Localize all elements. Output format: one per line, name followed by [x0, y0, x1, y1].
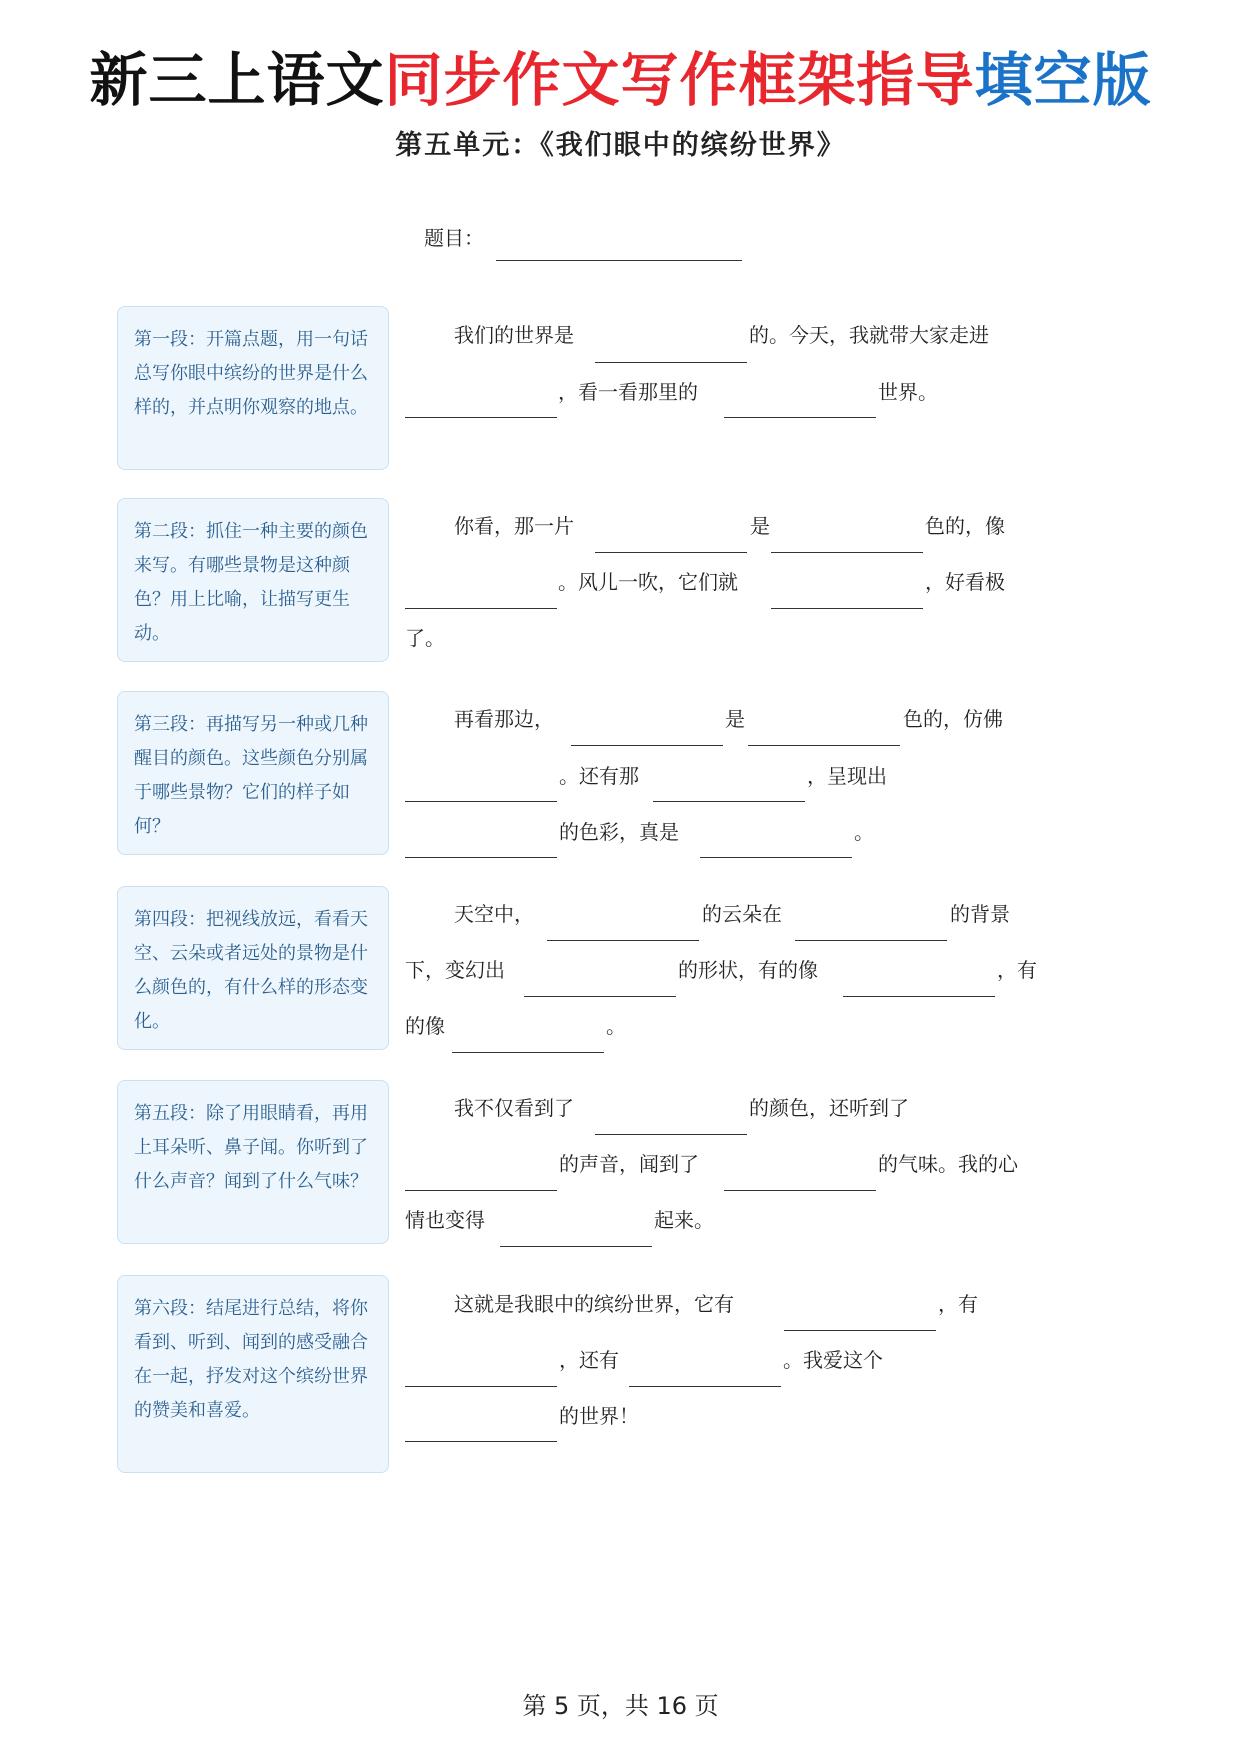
section-5-blank-4[interactable]: [500, 1246, 652, 1247]
section-4-blank-2[interactable]: [795, 940, 947, 941]
section-1-text-2: 的。今天，我就带大家走进: [749, 323, 989, 347]
section-4-blank-3[interactable]: [524, 996, 676, 997]
section-6-blank-2[interactable]: [405, 1386, 557, 1387]
section-4-text-3: 的背景: [950, 902, 1010, 926]
section-2-blank-1[interactable]: [595, 552, 747, 553]
section-3-text-2: 是: [725, 707, 745, 731]
section-4-text-6: ，有: [997, 958, 1037, 982]
section-3-text-6: 的色彩，真是: [559, 820, 679, 844]
section-3-blank-6[interactable]: [700, 857, 852, 858]
section-4-text-8: 。: [606, 1014, 626, 1038]
section-3-text-3: 色的，仿佛: [903, 707, 1003, 731]
section-3-text-4: 。还有那: [559, 764, 639, 788]
guide-card-5: 第五段：除了用眼睛看，再用上耳朵听、鼻子闻。你听到了什么声音？闻到了什么气味？: [117, 1080, 389, 1244]
section-6-blank-3[interactable]: [629, 1386, 781, 1387]
section-5-text-1: 我不仅看到了: [454, 1096, 574, 1120]
section-5-text-2: 的颜色，还听到了: [749, 1096, 909, 1120]
section-4-text-7: 的像: [405, 1014, 445, 1038]
section-4-blank-5[interactable]: [452, 1052, 604, 1053]
section-2-text-3: 色的，像: [925, 514, 1005, 538]
topic-blank[interactable]: [496, 260, 742, 261]
section-2-text-4: 。风儿一吹，它们就: [558, 570, 738, 594]
section-1-text-4: 世界。: [878, 380, 938, 404]
section-5-blank-2[interactable]: [405, 1190, 557, 1191]
guide-card-4: 第四段：把视线放远，看看天空、云朵或者远处的景物是什么颜色的，有什么样的形态变化。: [117, 886, 389, 1050]
section-4-text-1: 天空中，: [454, 902, 534, 926]
section-3-text-7: 。: [854, 820, 874, 844]
section-2-text-5: ，好看极: [925, 570, 1005, 594]
title-part-1: 新三上语文: [89, 46, 385, 114]
section-1-text-3: ，看一看那里的: [558, 380, 698, 404]
section-1-blank-1[interactable]: [595, 362, 747, 363]
section-2-text-2: 是: [750, 514, 770, 538]
section-4-blank-4[interactable]: [843, 996, 995, 997]
section-6-blank-1[interactable]: [784, 1330, 936, 1331]
section-4-text-4: 下，变幻出: [405, 958, 505, 982]
page-title: [0, 40, 1241, 120]
section-4-blank-1[interactable]: [547, 940, 699, 941]
guide-card-1: 第一段：开篇点题，用一句话总写你眼中缤纷的世界是什么样的，并点明你观察的地点。: [117, 306, 389, 470]
section-5-text-5: 情也变得: [405, 1208, 485, 1232]
section-4-text-5: 的形状，有的像: [678, 958, 818, 982]
section-4-text-2: 的云朵在: [702, 902, 782, 926]
guide-card-2: 第二段：抓住一种主要的颜色来写。有哪些景物是这种颜色？用上比喻，让描写更生动。: [117, 498, 389, 662]
title-part-3: 填空版: [974, 46, 1152, 114]
section-2-text-6: 了。: [405, 626, 445, 650]
section-1-text-1: 我们的世界是: [454, 323, 574, 347]
guide-card-3: 第三段：再描写另一种或几种醒目的颜色。这些颜色分别属于哪些景物？它们的样子如何？: [117, 691, 389, 855]
section-3-text-5: ，呈现出: [807, 764, 887, 788]
section-5-blank-3[interactable]: [724, 1190, 876, 1191]
section-6-text-3: ，还有: [559, 1348, 619, 1372]
section-3-text-1: 再看那边，: [454, 707, 554, 731]
page-number: 第 5 页，共 16 页: [522, 1692, 719, 1720]
section-2-blank-2[interactable]: [771, 552, 923, 553]
section-2-blank-3[interactable]: [405, 608, 557, 609]
unit-subtitle: 第五单元：《我们眼中的缤纷世界》: [395, 130, 846, 161]
title-part-2: 同步作文写作框架指导: [384, 46, 975, 114]
section-5-text-6: 起来。: [654, 1208, 714, 1232]
section-6-text-4: 。我爱这个: [783, 1348, 883, 1372]
section-6-text-2: ，有: [938, 1292, 978, 1316]
section-5-text-4: 的气味。我的心: [878, 1152, 1018, 1176]
section-2-blank-4[interactable]: [771, 608, 923, 609]
section-3-blank-5[interactable]: [405, 857, 557, 858]
section-6-text-5: 的世界！: [559, 1404, 639, 1428]
guide-card-6: 第六段：结尾进行总结，将你看到、听到、闻到的感受融合在一起，抒发对这个缤纷世界的赞美和喜爱。: [117, 1275, 389, 1473]
section-3-blank-2[interactable]: [748, 745, 900, 746]
section-5-text-3: 的声音，闻到了: [559, 1152, 699, 1176]
section-3-blank-1[interactable]: [571, 745, 723, 746]
topic-label: 题目：: [424, 226, 484, 250]
section-6-text-1: 这就是我眼中的缤纷世界，它有: [454, 1292, 734, 1316]
section-1-blank-3[interactable]: [724, 417, 876, 418]
section-5-blank-1[interactable]: [595, 1134, 747, 1135]
section-2-text-1: 你看，那一片: [454, 514, 574, 538]
section-1-blank-2[interactable]: [405, 417, 557, 418]
section-3-blank-4[interactable]: [653, 801, 805, 802]
section-6-blank-4[interactable]: [405, 1441, 557, 1442]
section-3-blank-3[interactable]: [405, 801, 557, 802]
